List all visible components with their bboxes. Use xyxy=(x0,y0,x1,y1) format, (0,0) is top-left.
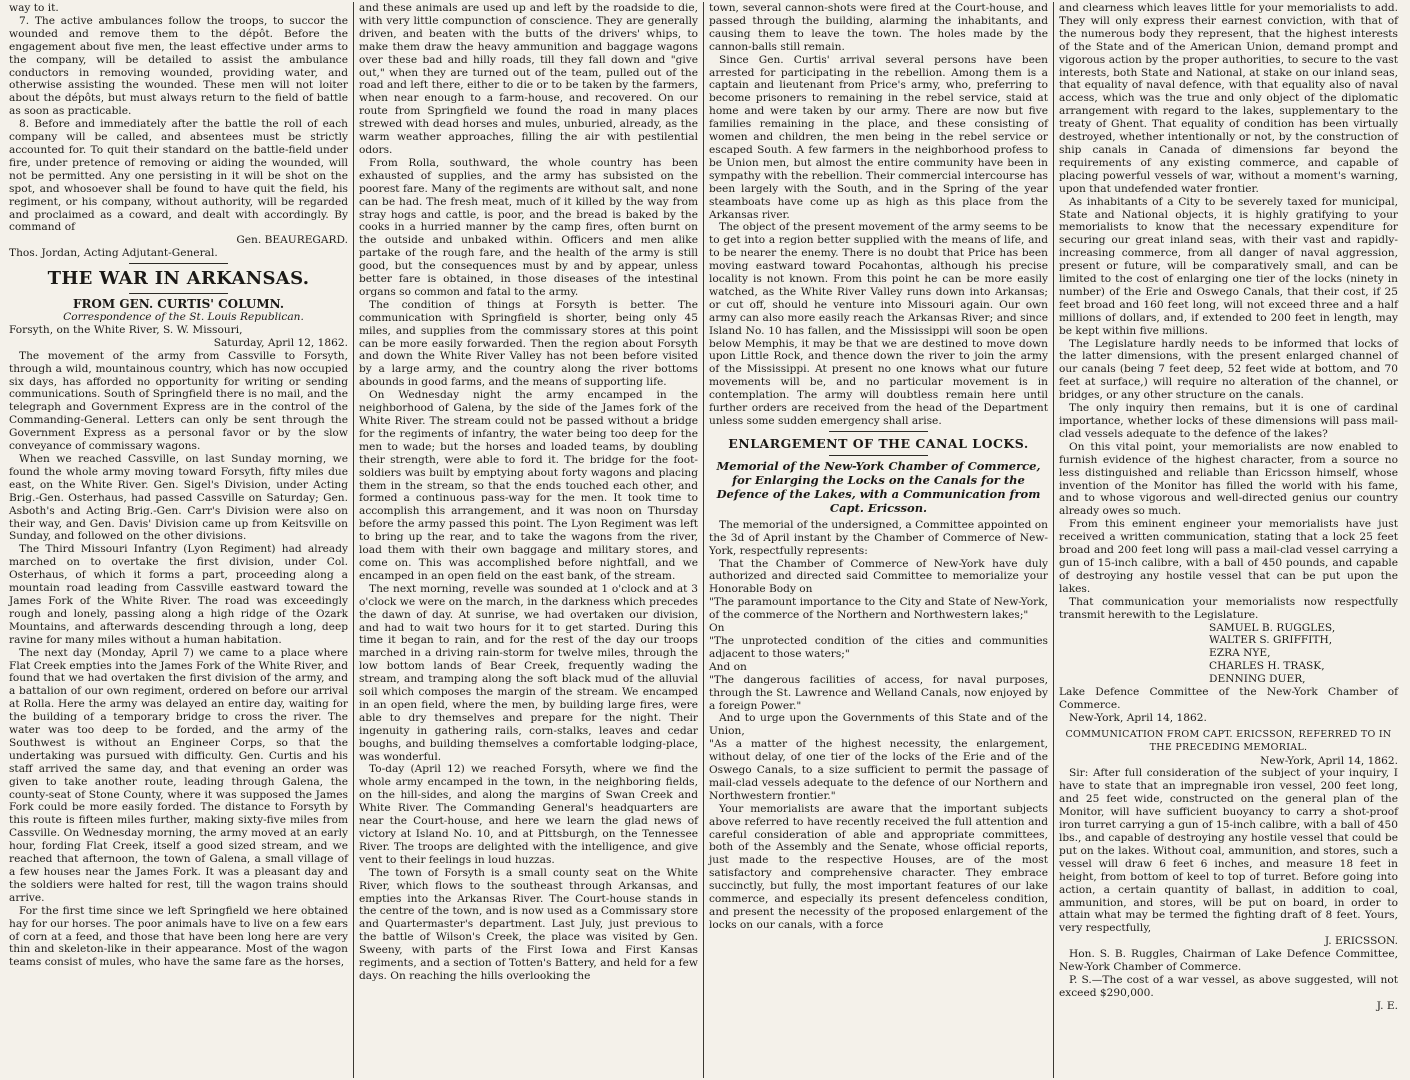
paragraph: From this eminent engineer your memorialists have just received a written communication, stating that a lock 25 feet broad and 200 feet long will pass a mail-clad vessel carrying a gun of 15-inch calibre, with a ball of 450 pounds, and capable of destroying any hostile vessel that can be put upon the lakes. xyxy=(1059,518,1398,595)
paragraph: The Third Missouri Infantry (Lyon Regiment) had already marched on to overtake the first division, under Col. Osterhaus, of which it forms a part, proceeding along a mountain road leading from Cassville eastward toward the James Fork of the White River. The road was exceedingly rough and lonely, passing along a high ridge of the Ozark Mountains, and afterwards descending through a long, deep ravine for many miles without a human habitation. xyxy=(9,543,348,646)
paragraph: way to it. xyxy=(9,2,59,14)
connector: And on xyxy=(709,660,747,673)
quotation: "The paramount importance to the City and State of New-York, of the commerce of the Northern and Northwestern lakes;" xyxy=(709,596,1048,622)
paragraph: To-day (April 12) we reached Forsyth, where we find the whole army encamped in the town, in the neighboring fields, on the hill-sides, and along the margins of Swan Creek and White River. The Commanding General's headquarters are near the Court-house, and here we learn the glad news of victory at Island No. 10, and at Pittsburgh, on the Tennessee River. The troops are delighted with the intelligence, and give vent to their feelings in loud huzzas. xyxy=(359,763,698,866)
paragraph: Sir: After full consideration of the subject of your inquiry, I have to state that an impregnable iron vessel, 200 feet long, and 25 feet wide, constructed on the general plan of the Monitor, will have sufficient buoyancy to carry a shot-proof iron turret carrying a gun of 15-inch calibre, with a ball of 450 lbs., and capable of destroying any hostile vessel that could be put on the lakes. Without coal, ammunition, and stores, such a vessel will draw 6 feet 6 inches, and measure 18 feet in height, from bottom of keel to top of turret. Before going into action, a certain quantity of ballast, in addition to coal, ammunition, and stores, will be put on board, in order to attain what may be termed the fighting draft of 8 feet. Yours, very respectfully, xyxy=(1059,767,1398,935)
paragraph: The memorial of the undersigned, a Committee appointed on the 3d of April instant by the Chamber of Commerce of New-York, respectfully represents: xyxy=(709,518,1048,557)
dateline: New-York, April 14, 1862. xyxy=(1260,754,1398,767)
addressee: Hon. S. B. Ruggles, Chairman of Lake Defence Committee, New-York Chamber of Commerce. xyxy=(1059,948,1398,974)
paragraph: town, several cannon-shots were fired at the Court-house, and passed through the building, alarming the inhabitants, and causing them to leave the town. The holes made by the cannon-balls still remain. xyxy=(709,2,1048,53)
column-4 xyxy=(1054,2,1403,1078)
paragraph: That the Chamber of Commerce of New-York have duly authorized and directed said Committee to memorialize your Honorable Body on xyxy=(709,557,1048,596)
signatory-name: DENNING DUER, xyxy=(1209,673,1306,686)
signature: Thos. Jordan, Acting Adjutant-General. xyxy=(9,247,218,260)
divider xyxy=(829,455,928,456)
section-headline: ENLARGEMENT OF THE CANAL LOCKS. xyxy=(728,435,1029,451)
paragraph: For the first time since we left Springfield we here obtained hay for our horses. The poor animals have to live on a few ears of corn at a feed, and those that have been long here are very thin and skeleton-like in their appearance. Most of the wagon teams consist of mules, who have the same fare as the horses, xyxy=(9,904,348,969)
paragraph: As inhabitants of a City to be severely taxed for municipal, State and National objects, it is highly gratifying to your memorialists to know that the necessary expenditure for securing our great inland seas, with their vast and rapidly-increasing commerce, from all danger of naval aggression, present or future, will be comparatively small, and can be limited to the cost of enlarging one tier of the locks (ninety in number) of the Erie and Oswego Canals, that their cost, if 25 feet broad and 160 feet long, will not exceed three and a half millions of dollars, and, if extended to 200 feet in length, may be kept within five millions. xyxy=(1059,195,1398,337)
paragraph: Since Gen. Curtis' arrival several persons have been arrested for participating in the rebellion. Among them is a captain and lieutenant from Price's army, who, preferring to become prisoners to remaining in the rebel service, staid at home and were taken by our army. There are now but five families remaining in the place, and these consisting of women and children, the men being in the rebel service or escaped South. A few farmers in the neighborhood profess to be Union men, but almost the entire community have been in sympathy with the rebellion. Their commercial intercourse has been largely with the South, and in the Spring of the year steamboats have come up as high as this place from the Arkansas river. xyxy=(709,53,1048,221)
divider xyxy=(129,293,228,294)
column-3 xyxy=(704,2,1053,1078)
signature: Gen. BEAUREGARD. xyxy=(236,234,348,247)
signature: J. ERICSSON. xyxy=(1324,935,1398,948)
divider xyxy=(129,263,228,264)
article-headline: THE WAR IN ARKANSAS. xyxy=(47,268,310,290)
paragraph: The object of the present movement of the army seems to be to get into a region better supplied with the means of life, and to be nearer the enemy. There is no doubt that Price has been moving eastward toward Pocahontas, although his precise locality is not known. From this point he can be more easily watched, as the White River Valley runs down into Arkansas; or cut off, should he venture into Missouri again. Our own army can also more easily reach the Arkansas River; and since Island No. 10 has fallen, and the Mississippi will soon be open below Memphis, it may be that we are destined to move down upon Little Rock, and thence down the river to join the army of the Mississippi. At present no one knows what our future movements will be, and no particular movement is in contemplation. The army will doubtless remain here until further orders are received from the head of the Department unless some sudden emergency shall arise. xyxy=(709,221,1048,427)
memorial-headline: Memorial of the New-York Chamber of Commerce, for Enlarging the Locks on the Canals for the Defence of the Lakes, with a Communication from Capt. Ericsson. xyxy=(716,458,1041,515)
signatory-name: EZRA NYE, xyxy=(1209,647,1271,660)
paragraph: On this vital point, your memorialists are now enabled to furnish evidence of the highest character, from a source no less distinguished and reliable than Ericsson himself, whose invention of the Monitor has filled the world with his fame, and to whose vigorous and well-directed genius our country already owes so much. xyxy=(1059,440,1398,518)
paragraph: That communication your memorialists now respectfully transmit herewith to the Legislature. xyxy=(1059,595,1398,621)
paragraph: The Legislature hardly needs to be informed that locks of the latter dimensions, with the present enlarged channel of our canals (being 7 feet deep, 52 feet wide at bottom, and 70 feet at surface,) will require no alteration of the channel, or bridges, or any other structure on the canals. xyxy=(1059,337,1398,402)
signatory-name: CHARLES H. TRASK, xyxy=(1209,660,1325,673)
paragraph: The next morning, revelle was sounded at 1 o'clock and at 3 o'clock we were on the march, in the darkness which precedes the dawn of day. At sunrise, we had overtaken our division, and had to wait two hours for it to get started. During this time it began to rain, and for the rest of the day our troops marched in a driving rain-storm for twelve miles, through the low bottom lands of Bear Creek, frequently wading the stream, and tramping along the soft black mud of the alluvial soil which composes the margin of the stream. We encamped in an open field, where the men, by building large fires, were able to dry themselves and prepare for the night. Their ingenuity in gathering rails, corn-stalks, leaves and cedar boughs, and building themselves a comfortable lodging-place, was wonderful. xyxy=(359,582,698,763)
paragraph: 7. The active ambulances follow the troops, to succor the wounded and remove them to the dépôt. Before the engagement about five men, the least effective under arms to the company, will be detailed to assist the ambulance conductors in removing wounded, providing water, and otherwise assisting the wounded. These men will not loiter about the dépôts, but must always return to the field of battle as soon as practicable. xyxy=(9,14,348,118)
paragraph: The town of Forsyth is a small county seat on the White River, which flows to the southeast through Arkansas, and empties into the Arkansas River. The Court-house stands in the centre of the town, and is now used as a Commissary store and Quartermaster's department. Last July, just previous to the battle of Wilson's Creek, the place was visited by Gen. Sweeny, with parts of the First Iowa and First Kansas regiments, and a section of Totten's Battery, and held for a few days. On reaching the hills overlooking the xyxy=(359,866,698,982)
divider xyxy=(829,431,928,432)
dateline: Forsyth, on the White River, S. W. Missouri, xyxy=(9,323,243,336)
quotation: "The unprotected condition of the cities and communities adjacent to those waters;" xyxy=(709,634,1048,660)
postscript: P. S.—The cost of a war vessel, as above suggested, will not exceed $290,000. xyxy=(1059,973,1398,999)
paragraph: When we reached Cassville, on last Sunday morning, we found the whole army moving toward Forsyth, fifty miles due east, on the White River. Gen. Sigel's Division, under Acting Brig.-Gen. Osterhaus, had passed Cassville on Saturday; Gen. Asboth's and Acting Brig.-Gen. Carr's Division were also on their way, and Gen. Davis' Division came up from Keitsville on Sunday, and followed on the other divisions. xyxy=(9,453,348,543)
paragraph: The next day (Monday, April 7) we came to a place where Flat Creek empties into the James Fork of the White River, and found that we had overtaken the first division of the army, and a battalion of our own regiment, ordered on before our arrival at Rolla. Here the army was delayed an entire day, waiting for the building of a temporary bridge to cross the river. The water was too deep to be forded, and the army of the Southwest is without an Engineer Corps, so that the undertaking was pursued with difficulty. Gen. Curtis and his staff arrived the same day, and that evening an order was given to take another route, leading through Galena, the county-seat of Stone County, where it was supposed the James Fork could be more easily forded. The distance to Forsyth by this route is fifteen miles further, making sixty-five miles from Cassville. On Wednesday morning, the army moved at an early hour, fording Flat Creek, itself a good sized stream, and we reached that afternoon, the town of Galena, a small village of a few houses near the James Fork. It was a pleasant day and the soldiers were halted for rest, till the wagon trains should arrive. xyxy=(9,646,348,904)
signature: J. E. xyxy=(1376,999,1398,1012)
article-subhead: FROM GEN. CURTIS' COLUMN. xyxy=(72,297,285,312)
paragraph: From Rolla, southward, the whole country has been exhausted of supplies, and the army has subsisted on the poorest fare. Many of the regiments are without salt, and none can be had. The fresh meat, much of it killed by the way from stray hogs and cattle, is poor, and the bread is baked by the cooks in a hurried manner by the camp fires, often burnt on the outside and unbaked within. Officers and men alike partake of the rough fare, and the health of the army is still good, but the consequences must by and by appear, unless better fare is obtained, in those diseases of the intestinal organs so common and fatal to the army. xyxy=(359,156,698,298)
signatory-name: SAMUEL B. RUGGLES, xyxy=(1209,621,1336,634)
paragraph: and clearness which leaves little for your memorialists to add. They will only express their earnest conviction, with that of the numerous body they represent, that the highest interests of the State and of the American Union, demand prompt and vigorous action by the proper authorities, to secure to the vast interests, both State and National, at stake on our inland seas, that equality of naval defence, with that equality also of naval access, which was the true and only object of the diplomatic arrangement with regard to the lakes, supplementary to the treaty of Ghent. That equality of condition has been virtually destroyed, whether intentionally or not, by the construction of ship canals in Canada of dimensions far beyond the requirements of any existing commerce, and capable of placing powerful vessels of war, without a moment's warning, upon that undefended water frontier. xyxy=(1059,2,1398,195)
quotation: "The dangerous facilities of access, for naval purposes, through the St. Lawrence and Welland Canals, now enjoyed by a foreign Power." xyxy=(709,673,1048,712)
quotation: "As a matter of the highest necessity, the enlargement, without delay, of one tier of the locks of the Erie and of the Oswego Canals, to a size sufficient to permit the passage of mail-clad vessels adequate to the defence of our Northern and Northwestern frontier." xyxy=(709,738,1048,802)
column-2 xyxy=(354,2,703,1078)
dateline: New-York, April 14, 1862. xyxy=(1069,711,1207,724)
paragraph: On Wednesday night the army encamped in the neighborhood of Galena, by the side of the James fork of the White River. The stream could not be passed without a bridge for the regiments of infantry, the water being too deep for the men to wade; but the horses and loaded teams, by doubling their strength, were able to ford it. The bridge for the foot-soldiers was built by emptying about forty wagons and placing them in the stream, so that the ends touched each other, and formed a continuous pass-way for the men. It took time to accomplish this arrangement, and it was noon on Thursday before the army passed this point. The Lyon Regiment was left to bring up the rear, and to take the wagons from the river, load them with their own baggage and military stores, and come on. This was accomplished before nightfall, and we encamped in an open field on the east bank, of the stream. xyxy=(359,389,698,582)
paragraph: Your memorialists are aware that the important subjects above referred to have recently received the full attention and careful consideration of able and appropriate committees, both of the Assembly and the Senate, whose official reports, just made to the respective Houses, are of the most satisfactory and comprehensive character. They embrace succinctly, but fully, the most important features of our lake commerce, and especially its present defenceless condition, and present the necessity of the proposed enlargement of the locks on our canals, with a force xyxy=(709,802,1048,931)
paragraph: The movement of the army from Cassville to Forsyth, through a wild, mountainous country, which has now occupied six days, has afforded no opportunity for writing or sending communications. South of Springfield there is no mail, and the telegraph and Government Express are in the control of the Commanding-General. Letters can only be sent through the Government Express as a personal favor or by the slow conveyance of commissary wagons. xyxy=(9,349,348,453)
connector: On xyxy=(709,622,725,635)
paragraph: The only inquiry then remains, but it is one of cardinal importance, whether locks of these dimensions will pass mail-clad vessels adequate to the defence of the lakes? xyxy=(1059,402,1398,440)
column-1 xyxy=(4,2,353,1078)
dateline: Saturday, April 12, 1862. xyxy=(213,336,348,349)
paragraph: And to urge upon the Governments of this State and of the Union, xyxy=(709,712,1048,738)
paragraph: The condition of things at Forsyth is better. The communication with Springfield is shorter, being only 45 miles, and supplies from the commissary stores at this point can be more easily forwarded. Then the region about Forsyth and down the White River Valley has not been before visited by a large army, and the country along the river bottoms abounds in good farms, and the means of supporting life. xyxy=(359,298,698,389)
signatory-name: WALTER S. GRIFFITH, xyxy=(1209,634,1333,647)
paragraph: 8. Before and immediately after the battle the roll of each company will be called, and absentees must be strictly accounted for. To quit their standard on the battle-field under fire, under pretence of removing or aiding the wounded, will not be permitted. Any one persisting in it will be shot on the spot, and whosoever shall be found to have quit the field, his regiment, or his company, without authority, will be regarded and proclaimed as a coward, and dealt with accordingly. By command of xyxy=(9,118,348,234)
article-credit: Correspondence of the St. Louis Republican. xyxy=(63,311,304,324)
paragraph: and these animals are used up and left by the roadside to die, with very little compunction of conscience. They are generally driven, and beaten with the butts of the drivers' whips, to make them draw the heavy ammunition and baggage wagons over these bad and hilly roads, till they fall down and "give out," when they are turned out of the team, pulled out of the road and left there, either to die or to be taken by the farmers, when near enough to a farm-house, and recovered. On our route from Springfield we found the road in many places strewed with dead horses and mules, unburied, already, as the warm weather approaches, filling the air with pestilential odors. xyxy=(359,2,698,156)
committee-line: Lake Defence Committee of the New-York Chamber of Commerce. xyxy=(1059,686,1398,711)
communication-headline: COMMUNICATION FROM CAPT. ERICSSON, REFERRED TO IN THE PRECEDING MEMORIAL. xyxy=(1065,728,1392,753)
